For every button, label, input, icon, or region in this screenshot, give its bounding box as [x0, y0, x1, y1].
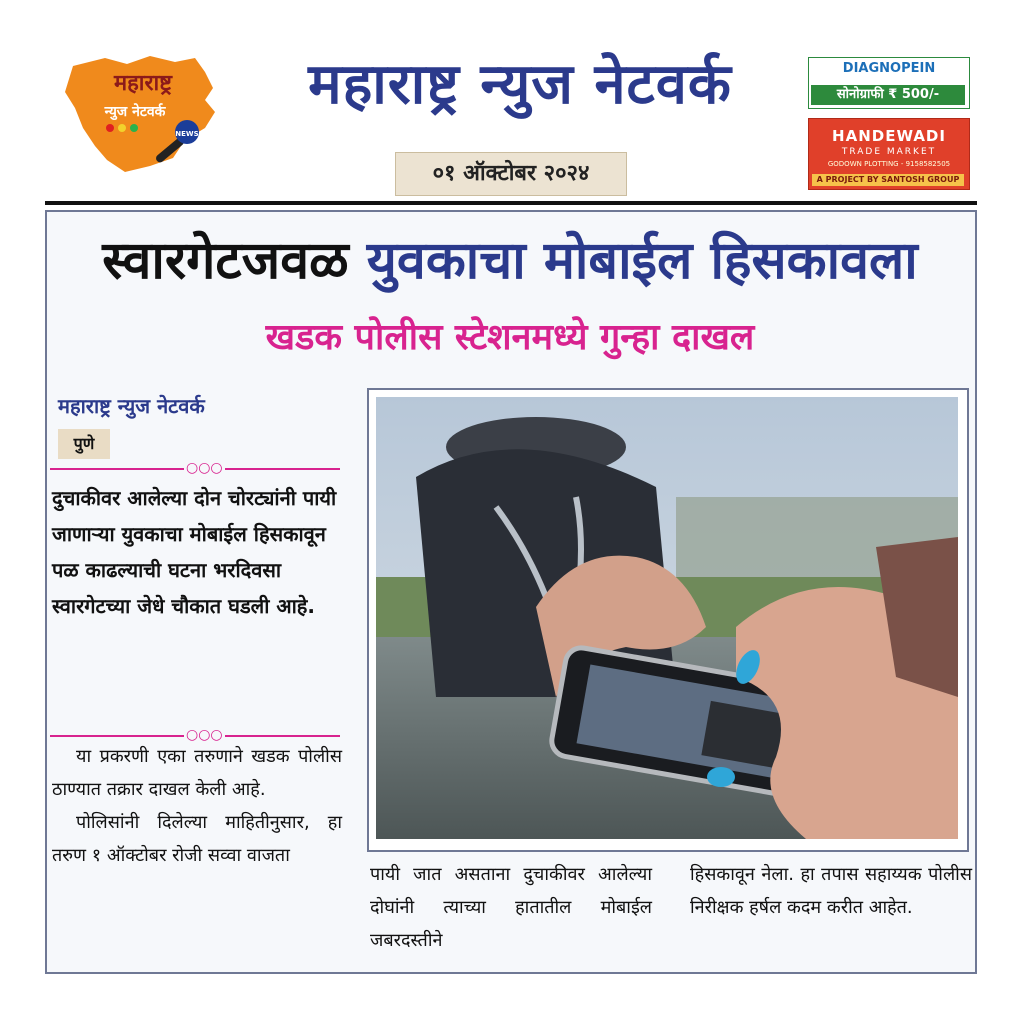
- paragraph: या प्रकरणी एका तरुणाने खडक पोलीस ठाण्यात तक्रार दाखल केली आहे.: [52, 746, 342, 800]
- ad-detail: GODOWN PLOTTING - 9158582505: [827, 160, 951, 168]
- paragraph: पोलिसांनी दिलेल्या माहितीनुसार, हा तरुण १ ऑक्टोबर रोजी सव्वा वाजता: [52, 812, 342, 866]
- header-divider: [45, 201, 977, 205]
- headline-part-2: युवकाचा मोबाईल हिसकावला: [366, 231, 918, 291]
- ad-offer: सोनोग्राफी ₹ 500/-: [811, 85, 965, 105]
- headline-part-1: स्वारगेटजवळ: [102, 231, 349, 291]
- ad-handewadi[interactable]: [808, 118, 970, 190]
- ad-brand: DIAGNOPEIN: [842, 61, 936, 76]
- ad-subtitle: TRADE MARKET: [841, 147, 937, 157]
- city-tag: पुणे: [58, 429, 110, 459]
- divider-ornament-icon: ○○○: [186, 727, 223, 743]
- svg-text:NEWS: NEWS: [175, 130, 199, 138]
- svg-text:महाराष्ट्र: महाराष्ट्र: [113, 71, 173, 96]
- paragraph: हिसकावून नेला. हा तपास सहाय्यक पोलीस निरीक्षक हर्षल कदम करीत आहेत.: [690, 864, 972, 918]
- masthead-title: महाराष्ट्र न्युज नेटवर्क: [308, 52, 732, 117]
- article-lead: दुचाकीवर आलेल्या दोन चोरट्यांनी पायी जाणाऱ्या युवकाचा मोबाईल हिसकावून पळ काढल्याची घटना भरदिवसा स्वारगेटच्या जेधे चौकात घडली आहे.: [52, 486, 337, 618]
- divider-ornament-icon: ○○○: [186, 460, 223, 476]
- ad-footer: A PROJECT BY SANTOSH GROUP: [812, 174, 964, 186]
- site-logo: [55, 48, 225, 178]
- ad-title: HANDEWADI: [832, 127, 946, 145]
- headline: [55, 225, 965, 297]
- news-photo: [376, 397, 958, 839]
- article-column-3: [690, 858, 972, 924]
- issue-date: ०१ ऑक्टोबर २०२४: [395, 152, 627, 196]
- subheadline: खडक पोलीस स्टेशनमध्ये गुन्हा दाखल: [265, 317, 755, 358]
- paragraph: पायी जात असताना दुचाकीवर आलेल्या दोघांनी त्याच्या हातातील मोबाईल जबरदस्तीने: [370, 864, 652, 951]
- byline: महाराष्ट्र न्युज नेटवर्क: [58, 394, 205, 418]
- article-column-1: [52, 740, 342, 872]
- article-column-2: [370, 858, 652, 957]
- svg-text:न्युज नेटवर्क: न्युज नेटवर्क: [104, 104, 166, 120]
- ad-diagnopein[interactable]: [808, 57, 970, 109]
